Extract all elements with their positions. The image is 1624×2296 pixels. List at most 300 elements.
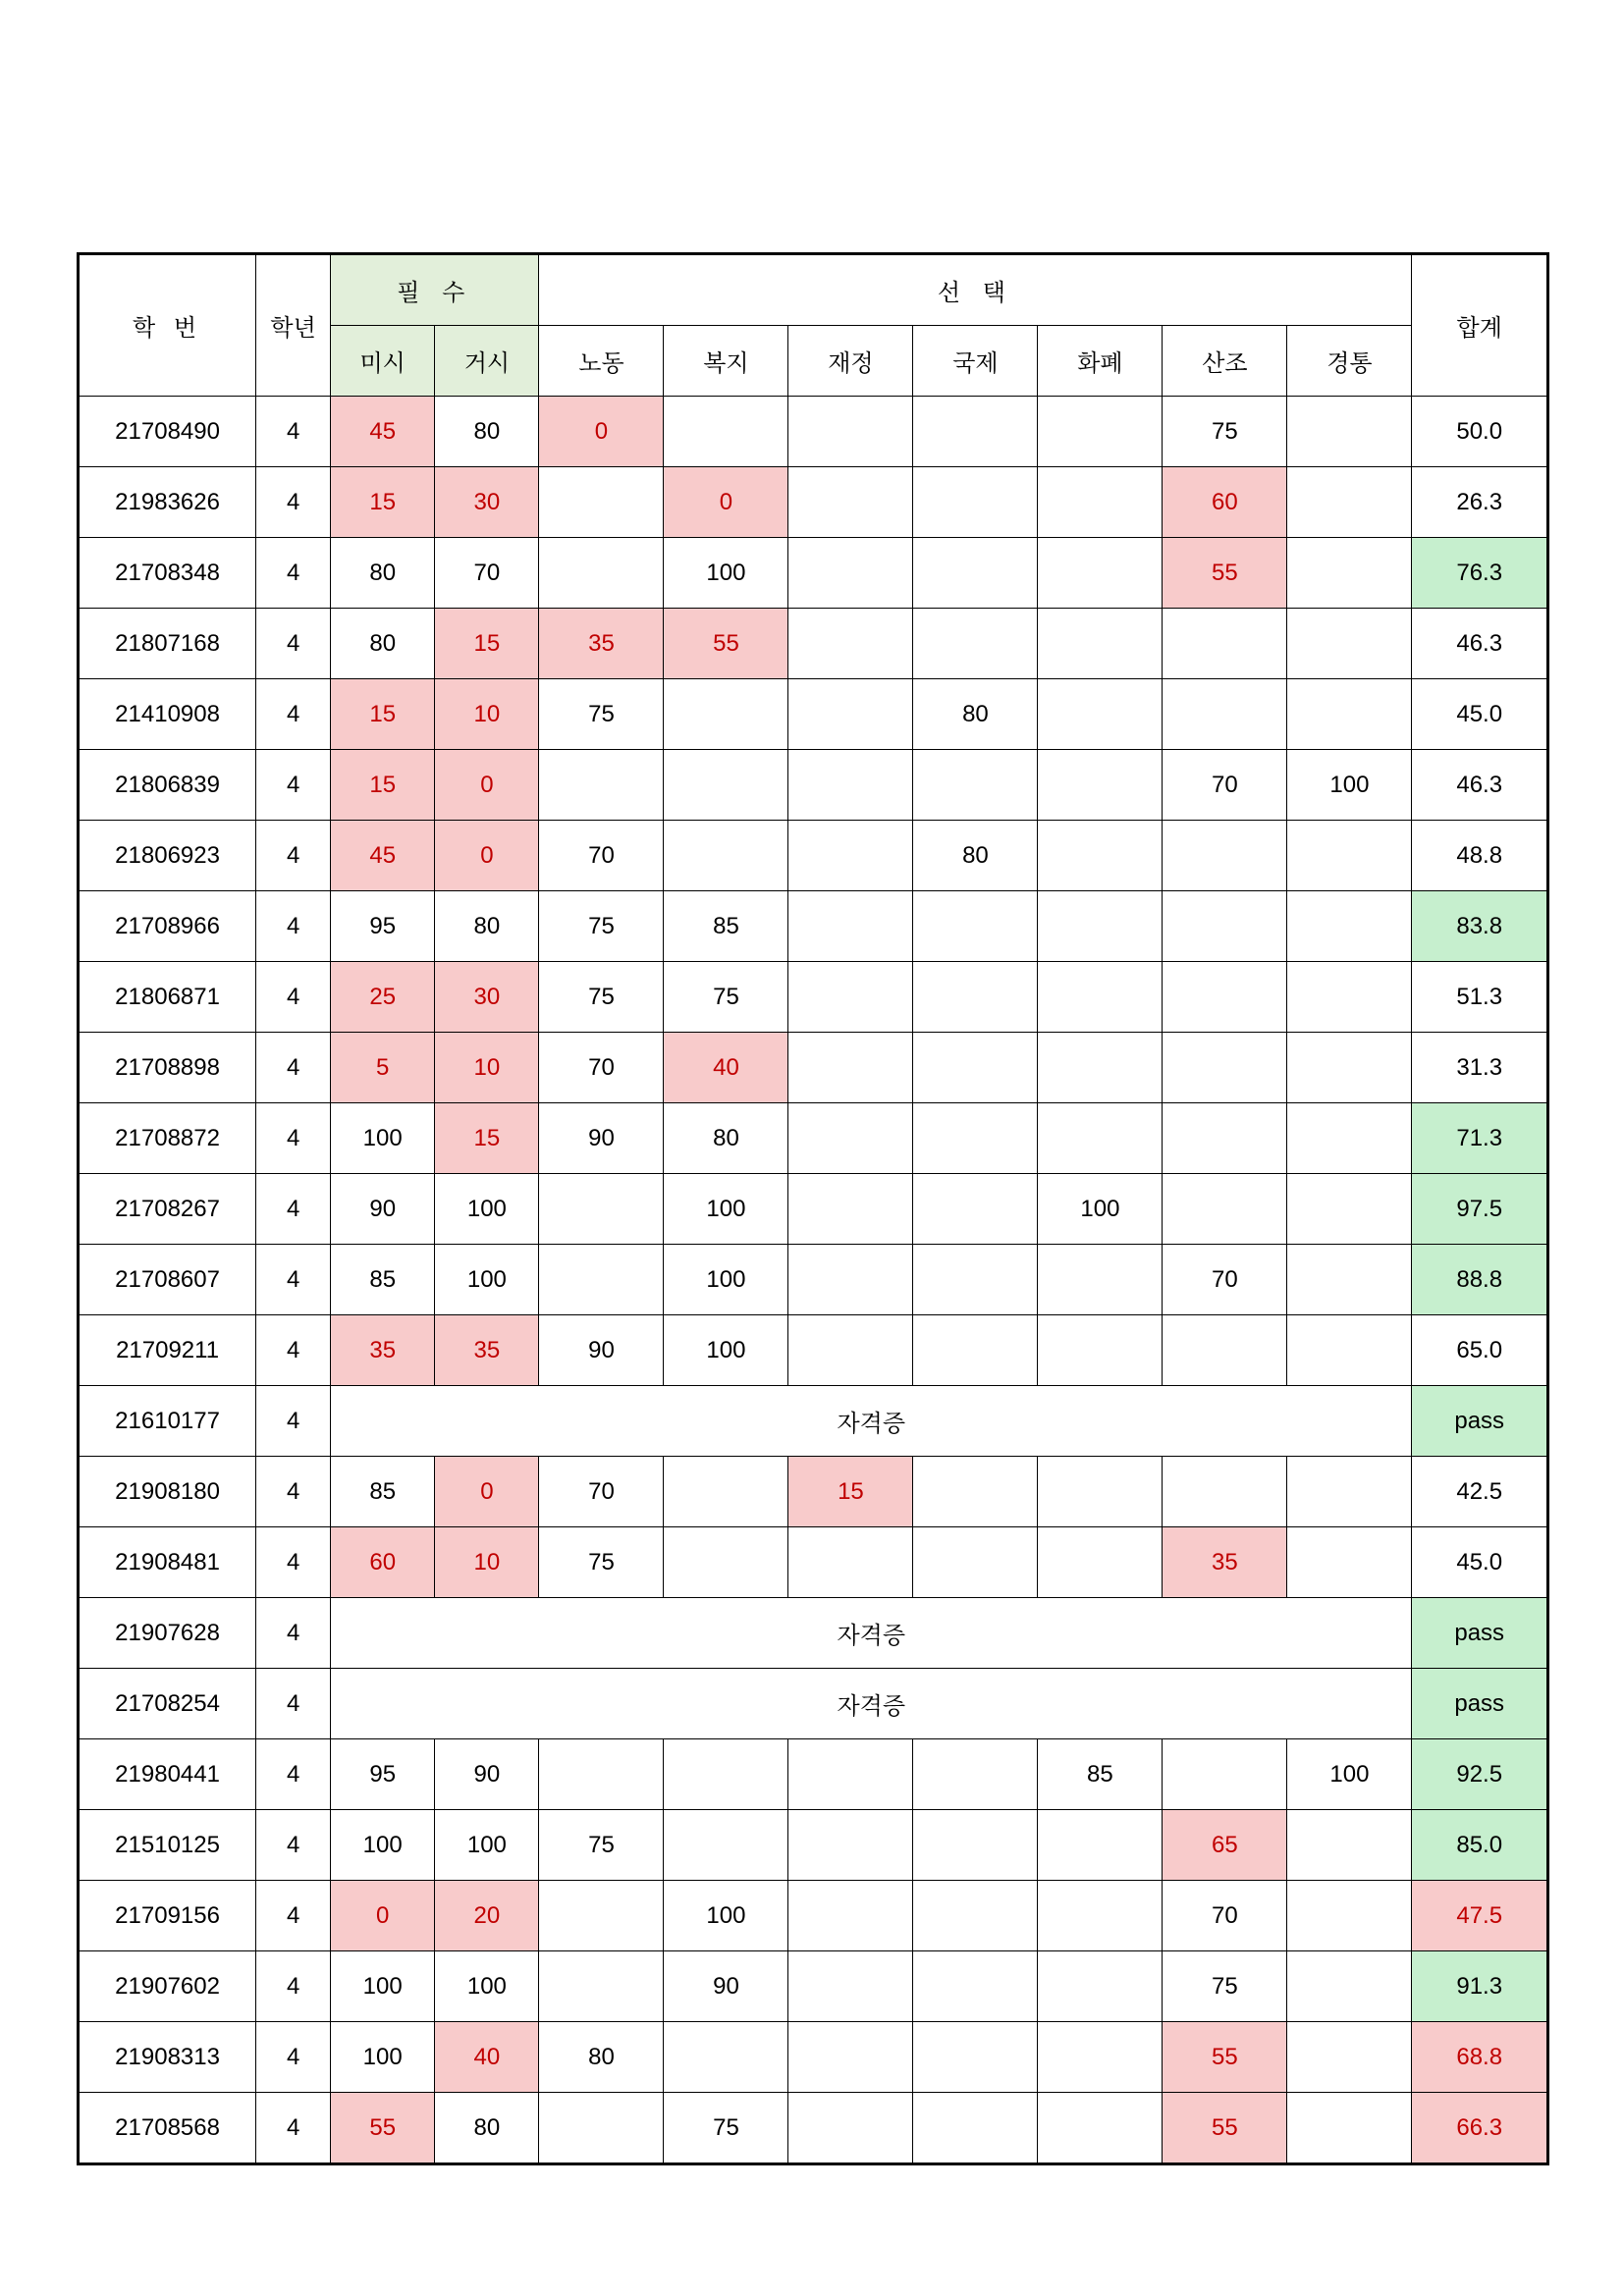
cell-total: 92.5 [1412,1739,1548,1810]
cell-total: 65.0 [1412,1315,1548,1386]
cell-score: 100 [664,1174,788,1245]
cell-score: 80 [435,2093,539,2164]
cell-score [1287,1315,1412,1386]
cell-score: 0 [435,821,539,891]
cell-score [664,821,788,891]
cell-total: 42.5 [1412,1457,1548,1527]
cell-year: 4 [256,2022,331,2093]
cell-year: 4 [256,1315,331,1386]
cell-score [539,538,664,609]
cell-score: 30 [435,962,539,1033]
cell-score: 0 [435,1457,539,1527]
cell-score [788,1174,913,1245]
cell-score [664,2022,788,2093]
cell-score: 100 [331,1103,435,1174]
cell-score: 70 [539,1457,664,1527]
cell-score [788,1315,913,1386]
cell-score [788,679,913,750]
header-subject-gosi: 거시 [435,326,539,397]
cell-year: 4 [256,1103,331,1174]
cell-year: 4 [256,1739,331,1810]
cell-student-id: 21708490 [79,397,256,467]
cell-score: 70 [1163,1245,1287,1315]
cell-score: 100 [664,1881,788,1951]
cell-score [913,962,1038,1033]
cell-score [1038,1810,1163,1881]
table-row [79,1669,1548,1739]
cell-score [1038,538,1163,609]
cell-score [788,750,913,821]
cell-student-id: 21807168 [79,609,256,679]
cell-year: 4 [256,1033,331,1103]
cell-student-id: 21410908 [79,679,256,750]
cell-student-id: 21806839 [79,750,256,821]
cell-total: pass [1412,1669,1548,1739]
table-row [79,1527,1548,1598]
cell-year: 4 [256,397,331,467]
cell-score [1038,1033,1163,1103]
cell-score: 20 [435,1881,539,1951]
cell-score [664,1457,788,1527]
cell-year: 4 [256,609,331,679]
cell-score [664,750,788,821]
table-row [79,1315,1548,1386]
cell-score [1287,1457,1412,1527]
cell-year: 4 [256,1174,331,1245]
cell-score: 15 [331,679,435,750]
cell-total: 48.8 [1412,821,1548,891]
cell-score [1163,1457,1287,1527]
cell-year: 4 [256,821,331,891]
cell-score: 75 [539,1810,664,1881]
header-subject-sanjo: 산조 [1163,326,1287,397]
cell-year: 4 [256,1810,331,1881]
grade-sheet [77,252,1549,2165]
cell-year: 4 [256,538,331,609]
cell-score [1163,1103,1287,1174]
cell-total: pass [1412,1598,1548,1669]
cell-student-id: 21708872 [79,1103,256,1174]
cell-score [1038,2022,1163,2093]
cell-score [1163,1315,1287,1386]
cell-score: 55 [664,609,788,679]
cell-total: 31.3 [1412,1033,1548,1103]
cell-student-id: 21708568 [79,2093,256,2164]
cell-score [539,1174,664,1245]
cell-score [788,1881,913,1951]
cell-score [1038,750,1163,821]
cell-score: 70 [1163,1881,1287,1951]
cell-score: 80 [913,679,1038,750]
cell-score [788,1951,913,2022]
cell-score [1038,1881,1163,1951]
cell-student-id: 21708267 [79,1174,256,1245]
cell-score [664,1810,788,1881]
cell-score [1163,609,1287,679]
cell-score [788,609,913,679]
table-row [79,1810,1548,1881]
cell-score: 0 [664,467,788,538]
cell-score: 95 [331,891,435,962]
cell-score: 90 [664,1951,788,2022]
cell-score: 100 [664,1315,788,1386]
cell-score: 65 [1163,1810,1287,1881]
cell-score [1287,538,1412,609]
cell-score: 35 [1163,1527,1287,1598]
cell-score: 85 [331,1457,435,1527]
cell-total: 50.0 [1412,397,1548,467]
cell-score: 75 [664,2093,788,2164]
cell-score: 90 [331,1174,435,1245]
cell-score [788,2022,913,2093]
cell-score [1287,609,1412,679]
cell-score: 90 [435,1739,539,1810]
cell-score [913,1457,1038,1527]
header-subject-misi: 미시 [331,326,435,397]
cell-total: pass [1412,1386,1548,1457]
cell-score: 35 [331,1315,435,1386]
cell-student-id: 21708254 [79,1669,256,1739]
cell-year: 4 [256,467,331,538]
cell-total: 68.8 [1412,2022,1548,2093]
cell-score [539,1951,664,2022]
cell-score [913,1245,1038,1315]
cell-score [539,750,664,821]
cell-year: 4 [256,1386,331,1457]
cell-score [913,1103,1038,1174]
cell-score [1038,467,1163,538]
cell-score: 45 [331,821,435,891]
cell-score: 80 [331,609,435,679]
cell-score [1038,1951,1163,2022]
cell-score [1038,1315,1163,1386]
cell-student-id: 21708898 [79,1033,256,1103]
cell-score [913,2022,1038,2093]
cell-score [1163,821,1287,891]
cell-score: 75 [1163,1951,1287,2022]
cell-total: 46.3 [1412,750,1548,821]
cell-student-id: 21908180 [79,1457,256,1527]
cell-score: 85 [664,891,788,962]
cell-score [788,2093,913,2164]
cell-student-id: 21610177 [79,1386,256,1457]
cell-score: 90 [539,1315,664,1386]
cell-total: 88.8 [1412,1245,1548,1315]
cell-student-id: 21908313 [79,2022,256,2093]
cell-score: 100 [435,1174,539,1245]
cell-score [1163,1033,1287,1103]
cell-total: 45.0 [1412,679,1548,750]
cell-score: 5 [331,1033,435,1103]
cell-score: 55 [331,2093,435,2164]
table-row [79,538,1548,609]
cell-student-id: 21709211 [79,1315,256,1386]
cell-score [664,397,788,467]
cell-score [1163,1174,1287,1245]
cell-score [1038,1103,1163,1174]
cell-score: 80 [331,538,435,609]
cell-total: 91.3 [1412,1951,1548,2022]
cell-score: 70 [539,1033,664,1103]
cell-score: 15 [331,750,435,821]
cell-total: 45.0 [1412,1527,1548,1598]
cell-score [1287,1033,1412,1103]
cell-certificate: 자격증 [331,1386,1412,1457]
cell-score: 100 [664,538,788,609]
cell-score: 70 [1163,750,1287,821]
table-row [79,2093,1548,2164]
cell-total: 97.5 [1412,1174,1548,1245]
cell-score [1038,679,1163,750]
cell-total: 26.3 [1412,467,1548,538]
cell-score: 70 [539,821,664,891]
cell-score: 100 [435,1951,539,2022]
cell-score [539,1245,664,1315]
cell-year: 4 [256,1951,331,2022]
cell-score: 60 [1163,467,1287,538]
cell-score [1287,1245,1412,1315]
cell-score [1287,397,1412,467]
cell-score [1038,1457,1163,1527]
cell-score: 90 [539,1103,664,1174]
cell-score: 75 [664,962,788,1033]
cell-score: 95 [331,1739,435,1810]
cell-score: 100 [1038,1174,1163,1245]
cell-score: 100 [1287,1739,1412,1810]
cell-score [913,1527,1038,1598]
cell-score: 80 [435,891,539,962]
cell-score: 80 [539,2022,664,2093]
cell-score: 80 [913,821,1038,891]
header-row-groups [79,254,1548,326]
cell-student-id: 21708348 [79,538,256,609]
cell-score [1038,1527,1163,1598]
cell-score [788,467,913,538]
cell-certificate: 자격증 [331,1669,1412,1739]
table-row [79,750,1548,821]
cell-score [788,397,913,467]
grade-table [77,252,1549,2165]
cell-student-id: 21510125 [79,1810,256,1881]
header-group-required: 필 수 [331,254,539,326]
cell-score: 85 [1038,1739,1163,1810]
cell-score [1163,891,1287,962]
cell-score: 100 [435,1245,539,1315]
cell-score [664,1739,788,1810]
cell-score: 80 [435,397,539,467]
cell-score [788,891,913,962]
cell-score: 10 [435,679,539,750]
cell-score [539,467,664,538]
cell-score: 55 [1163,538,1287,609]
header-subject-gyeongtong: 경통 [1287,326,1412,397]
cell-score: 15 [435,1103,539,1174]
cell-score [913,1174,1038,1245]
cell-score [1038,891,1163,962]
header-subject-hwapye: 화폐 [1038,326,1163,397]
cell-score [1038,821,1163,891]
table-body [79,397,1548,2164]
cell-score [539,2093,664,2164]
cell-score [1287,962,1412,1033]
header-subject-jaejeong: 재정 [788,326,913,397]
cell-score: 75 [1163,397,1287,467]
cell-score: 25 [331,962,435,1033]
cell-score [913,1881,1038,1951]
cell-score: 100 [331,1810,435,1881]
cell-student-id: 21908481 [79,1527,256,1598]
table-row [79,1033,1548,1103]
cell-score [913,1033,1038,1103]
cell-score [913,2093,1038,2164]
cell-score: 100 [435,1810,539,1881]
cell-score: 0 [435,750,539,821]
table-row [79,1881,1548,1951]
cell-score: 15 [435,609,539,679]
cell-total: 76.3 [1412,538,1548,609]
cell-score: 55 [1163,2093,1287,2164]
cell-score [788,1245,913,1315]
cell-score: 15 [788,1457,913,1527]
cell-year: 4 [256,891,331,962]
cell-score [1163,679,1287,750]
table-row [79,609,1548,679]
header-total: 합계 [1412,254,1548,397]
cell-total: 83.8 [1412,891,1548,962]
cell-year: 4 [256,962,331,1033]
cell-score [913,1739,1038,1810]
cell-year: 4 [256,1527,331,1598]
cell-score: 15 [331,467,435,538]
cell-score [788,1103,913,1174]
cell-score [1287,891,1412,962]
cell-score: 35 [539,609,664,679]
cell-score [1287,821,1412,891]
header-subject-gukje: 국제 [913,326,1038,397]
cell-score [913,397,1038,467]
cell-score: 0 [331,1881,435,1951]
cell-score: 100 [331,1951,435,2022]
table-row [79,1739,1548,1810]
cell-score [913,1951,1038,2022]
cell-score [913,467,1038,538]
cell-year: 4 [256,679,331,750]
table-row [79,1598,1548,1669]
cell-student-id: 21907628 [79,1598,256,1669]
table-header [79,254,1548,397]
cell-score: 70 [435,538,539,609]
table-row [79,1386,1548,1457]
header-subject-nodong: 노동 [539,326,664,397]
cell-score [913,538,1038,609]
cell-total: 71.3 [1412,1103,1548,1174]
cell-score: 75 [539,679,664,750]
cell-score [1287,1881,1412,1951]
cell-student-id: 21907602 [79,1951,256,2022]
cell-score [788,538,913,609]
cell-score [1038,962,1163,1033]
cell-score [1287,1527,1412,1598]
table-row [79,1103,1548,1174]
cell-year: 4 [256,2093,331,2164]
cell-student-id: 21708607 [79,1245,256,1315]
cell-score [1038,397,1163,467]
cell-score [1287,1174,1412,1245]
cell-score: 80 [664,1103,788,1174]
header-year: 학년 [256,254,331,397]
cell-score [1163,1739,1287,1810]
cell-score [1287,467,1412,538]
cell-score: 75 [539,891,664,962]
table-row [79,1951,1548,2022]
cell-score [788,962,913,1033]
cell-score [1038,609,1163,679]
cell-student-id: 21806871 [79,962,256,1033]
cell-student-id: 21806923 [79,821,256,891]
cell-score [788,1810,913,1881]
cell-score [788,1527,913,1598]
cell-year: 4 [256,1457,331,1527]
cell-score: 45 [331,397,435,467]
cell-score [788,821,913,891]
cell-student-id: 21708966 [79,891,256,962]
cell-score [1287,2093,1412,2164]
cell-score: 75 [539,1527,664,1598]
cell-year: 4 [256,1881,331,1951]
cell-score [664,679,788,750]
cell-score [788,1739,913,1810]
cell-score: 40 [435,2022,539,2093]
cell-score [539,1739,664,1810]
cell-score [1038,2093,1163,2164]
cell-score: 55 [1163,2022,1287,2093]
cell-score [539,1881,664,1951]
table-row [79,467,1548,538]
cell-year: 4 [256,1598,331,1669]
cell-score [1038,1245,1163,1315]
cell-score: 40 [664,1033,788,1103]
cell-year: 4 [256,1669,331,1739]
table-row [79,1245,1548,1315]
cell-score: 35 [435,1315,539,1386]
cell-total: 46.3 [1412,609,1548,679]
cell-score [788,1033,913,1103]
cell-score: 30 [435,467,539,538]
cell-score: 10 [435,1033,539,1103]
cell-score [913,750,1038,821]
cell-score: 100 [664,1245,788,1315]
cell-year: 4 [256,750,331,821]
table-row [79,679,1548,750]
cell-score [1287,1103,1412,1174]
cell-score: 100 [331,2022,435,2093]
cell-student-id: 21709156 [79,1881,256,1951]
cell-score [664,1527,788,1598]
cell-score [1287,2022,1412,2093]
cell-score: 100 [1287,750,1412,821]
cell-score [1163,962,1287,1033]
cell-total: 85.0 [1412,1810,1548,1881]
table-row [79,2022,1548,2093]
cell-certificate: 자격증 [331,1598,1412,1669]
header-group-elective: 선 택 [539,254,1412,326]
cell-score [1287,1951,1412,2022]
table-row [79,891,1548,962]
table-row [79,821,1548,891]
cell-score [1287,1810,1412,1881]
cell-score [913,1315,1038,1386]
header-subject-bokji: 복지 [664,326,788,397]
